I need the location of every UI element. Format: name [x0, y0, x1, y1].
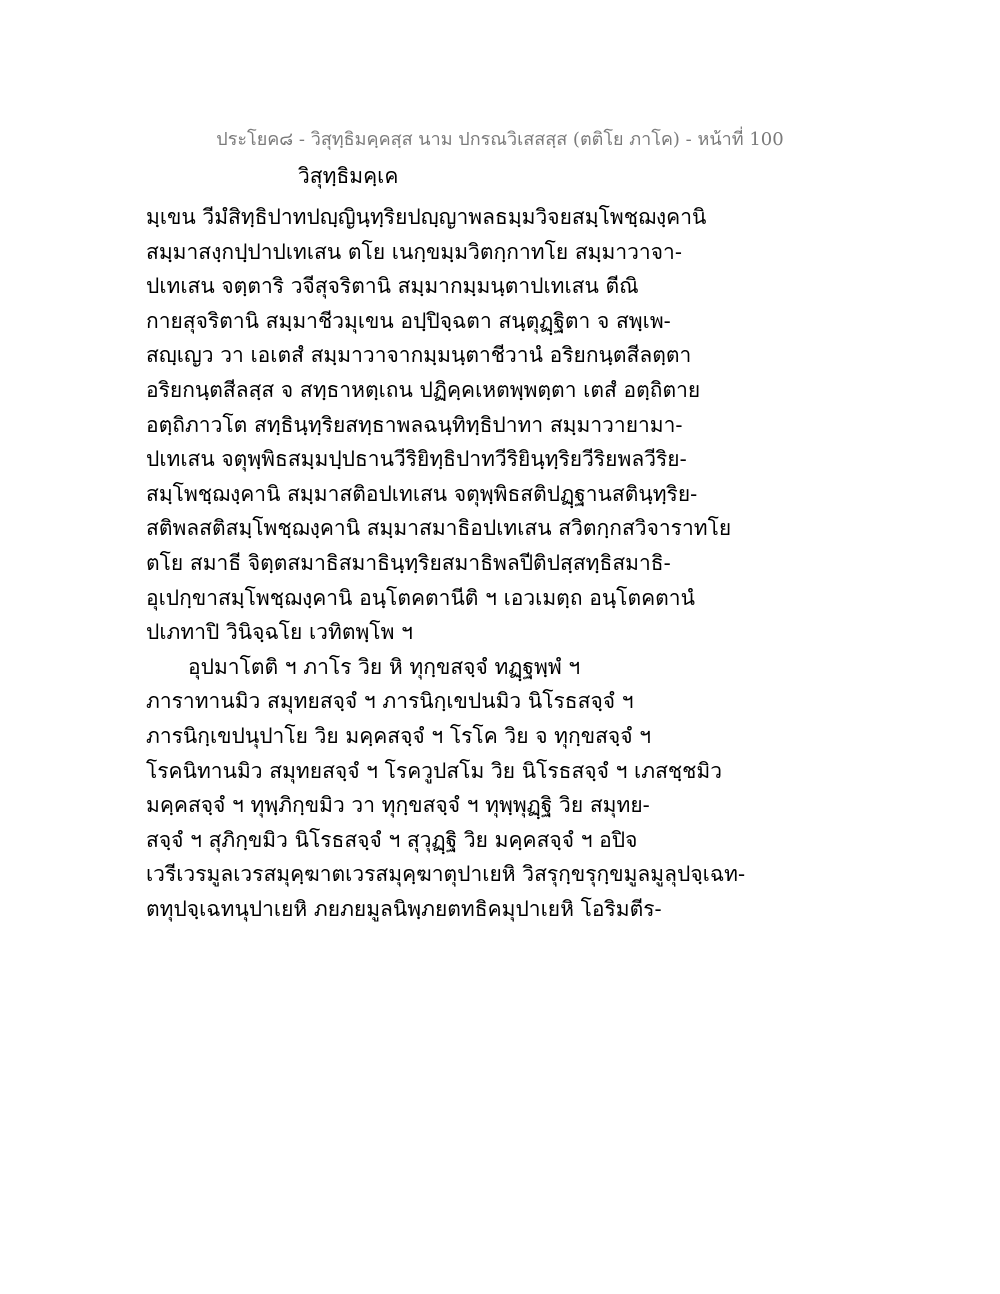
text-line: โรคนิทานมิว สมุทยสจฺจํ ฯ โรควูปสโม วิย นิโรธสจฺจํ ฯ เภสชฺชมิว [146, 758, 723, 783]
running-header: ประโยค๘ - วิสุทฺธิมคฺคสฺส นาม ปกรณวิเสสสฺส (ตติโย ภาโค) - หน้าที่ 100 [216, 129, 784, 150]
text-line: ปเภทาปิ วินิจฺฉโย เวทิตพฺโพ ฯ [146, 620, 413, 645]
text-line: ภาราทานมิว สมุทยสจฺจํ ฯ ภารนิกฺเขปนมิว นิโรธสจฺจํ ฯ [146, 689, 634, 714]
text-line: อุเปกฺขาสมฺโพชฺฌงฺคานิ อนฺโตคตานีติ ฯ เอวเมตฺถ อนฺโตคตานํ [146, 585, 695, 610]
text-line: ภารนิกฺเขปนุปาโย วิย มคฺคสจฺจํ ฯ โรโค วิย จ ทุกฺขสจฺจํ ฯ [146, 723, 651, 748]
text-line: สมฺโพชฺฌงฺคานิ สมฺมาสติอปเทเสน จตุพฺพิธสติปฏฺฐานสตินฺทฺริย- [146, 481, 698, 506]
text-line: อริยกนฺตสีลสฺส จ สทฺธาหตฺเถน ปฏิคฺคเหตพฺพตฺตา เตสํ อตฺถิตาย [146, 377, 701, 402]
body-text [146, 200, 866, 926]
text-line: ปเทเสน จตุพฺพิธสมฺมปฺปธานวีริยิทฺธิปาทวีริยินฺทฺริยวีริยพลวีริย- [146, 447, 687, 472]
text-line: ตทุปจฺเฉทนุปาเยหิ ภยภยมูลนิพฺภยตทธิคมุปาเยหิ โอริมตีร- [146, 896, 662, 921]
text-line: ปเทเสน จตฺตาริ วจีสุจริตานิ สมฺมากมฺมนฺตาปเทเสน ตีณิ [146, 274, 639, 299]
text-line: มฺเขน วีมํสิทฺธิปาทปญฺญินฺทฺริยปญฺญาพลธมฺมวิจยสมฺโพชฺฌงฺคานิ [146, 205, 707, 229]
text-line: สญฺเญว วา เอเตสํ สมฺมาวาจากมฺมนฺตาชีวานํ อริยกนฺตสีลตฺตา [146, 343, 692, 368]
text-line: มคฺคสจฺจํ ฯ ทุพฺภิกฺขมิว วา ทุกฺขสจฺจํ ฯ ทุพฺพุฏฺฐิ วิย สมุทย- [146, 793, 650, 818]
section-title: วิสุทฺธิมคฺเค [298, 164, 399, 188]
text-line: กายสุจริตานิ สมฺมาชีวมุเขน อปฺปิจฺฉตา สนฺตุฏฺฐิตา จ สพฺเพ- [146, 308, 671, 333]
text-line: อตฺถิภาวโต สทฺธินฺทฺริยสทฺธาพลฉนฺทิทฺธิปาทา สมฺมาวายามา- [146, 412, 683, 437]
text-line: สติพลสติสมฺโพชฺฌงฺคานิ สมฺมาสมาธิอปเทเสน สวิตกฺกสวิจาราทโย [146, 516, 732, 541]
text-line: สจฺจํ ฯ สุภิกฺขมิว นิโรธสจฺจํ ฯ สุวุฏฺฐิ วิย มคฺคสจฺจํ ฯ อปิจ [146, 827, 638, 852]
text-line: สมฺมาสงฺกปฺปาปเทเสน ตโย เนกฺขมฺมวิตกฺกาทโย สมฺมาวาจา- [146, 239, 682, 264]
paragraph-first-line: อุปมาโตติ ฯ ภาโร วิย หิ ทุกฺขสจฺจํ ทฏฺฐพฺพํ ฯ [188, 654, 581, 679]
text-line: ตโย สมาธี จิตฺตสมาธิสมาธินฺทฺริยสมาธิพลปีติปสฺสทฺธิสมาธิ- [146, 550, 671, 575]
text-line: เวรีเวรมูลเวรสมุคฺฆาตเวรสมุคฺฆาตุปาเยหิ วิสรุกฺขรุกฺขมูลมูลุปจฺเฉท- [146, 862, 746, 887]
